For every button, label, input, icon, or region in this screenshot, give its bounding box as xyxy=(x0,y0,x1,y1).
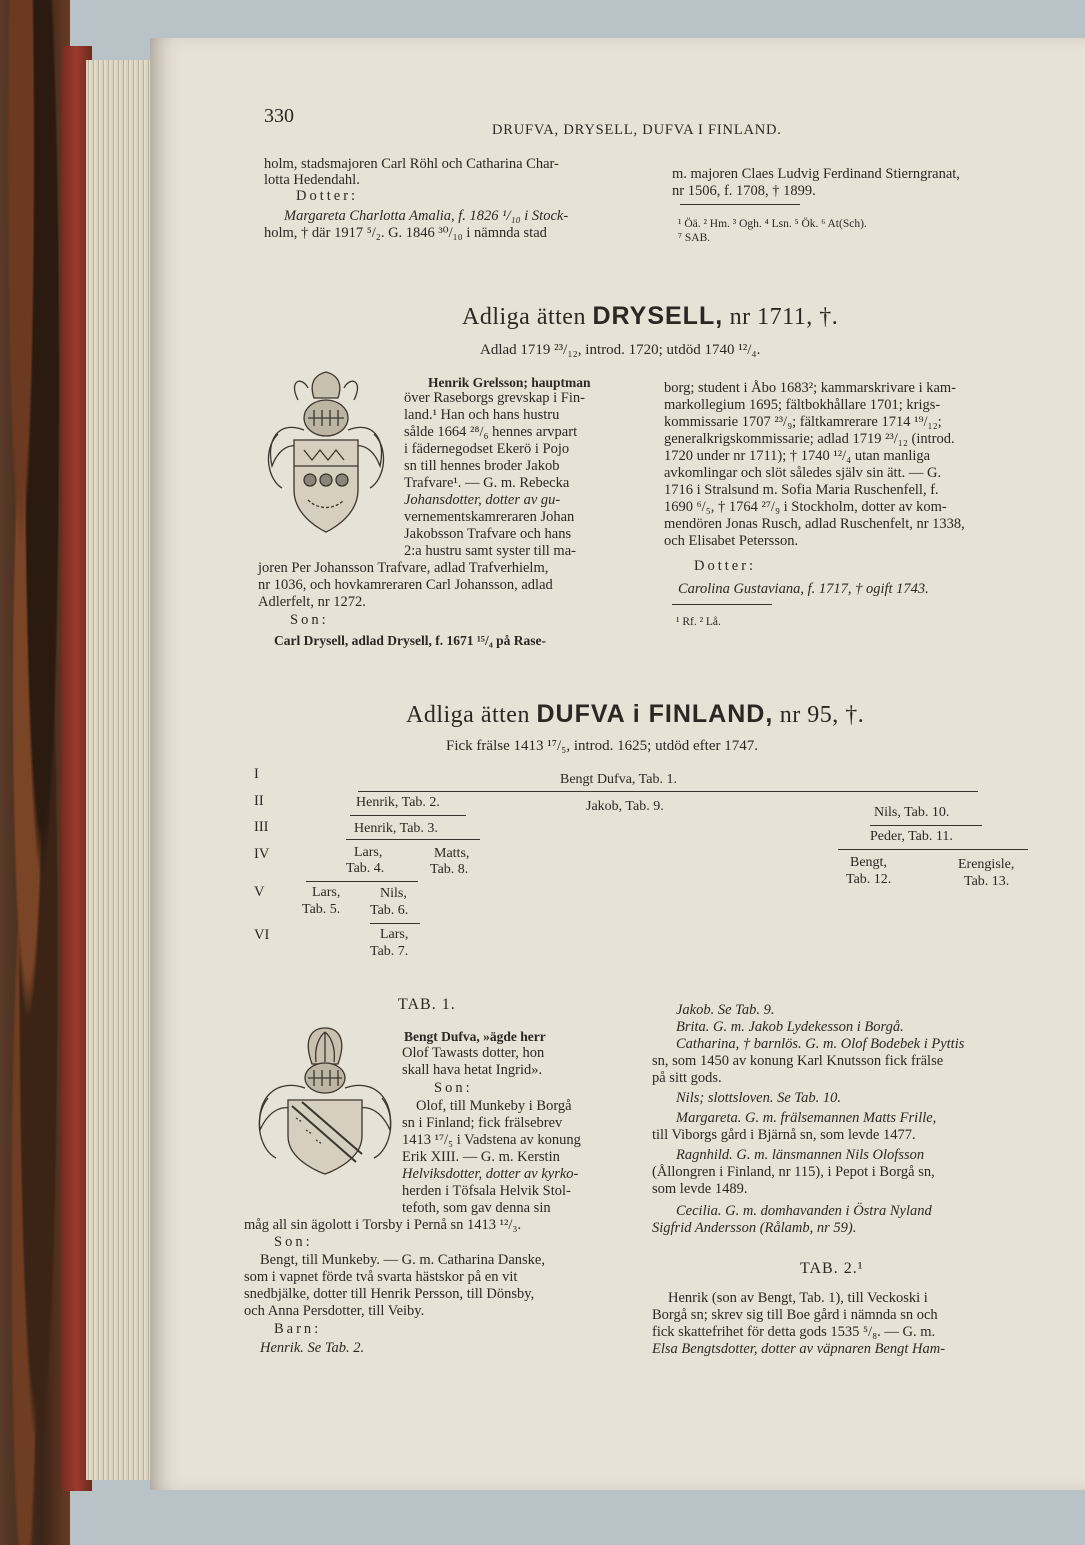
tree-node-peder-11: Peder, Tab. 11. xyxy=(870,829,953,844)
tree-node-lars-5-tab: Tab. 5. xyxy=(302,902,341,917)
top-left-line: holm, stadsmajoren Carl Röhl och Catharina Char- xyxy=(264,156,559,172)
tab1-right-line: sn, som 1450 av konung Karl Knutsson fick frälse xyxy=(652,1053,944,1069)
drysell-left-line: Johansdotter, dotter av gu- xyxy=(404,492,561,508)
tab1-left-line: som i vapnet förde två svarta hästskor på en vit xyxy=(244,1269,518,1285)
tree-node-henrik-2: Henrik, Tab. 2. xyxy=(356,795,440,810)
tree-node-nils-6: Nils, xyxy=(380,886,407,901)
book-spine xyxy=(0,0,70,1545)
heading-son: Son: xyxy=(274,1234,313,1250)
tab1-left-line: Bengt Dufva, »ägde herr xyxy=(404,1029,546,1044)
tree-node-bengt-12: Bengt, xyxy=(850,855,887,870)
drysell-left-line: sn till hennes broder Jakob xyxy=(404,458,560,474)
tree-node-lars-7-tab: Tab. 7. xyxy=(370,944,409,959)
tree-connector xyxy=(306,881,418,882)
tab1-right-line: Ragnhild. G. m. länsmannen Nils Olofsson xyxy=(676,1147,925,1163)
footnotes: ⁷ SAB. xyxy=(678,232,711,244)
drysell-right-line: 1720 under nr 1711); † 1740 ¹²/₄ utan manliga xyxy=(664,448,931,464)
tab1-left-line: Bengt, till Munkeby. — G. m. Catharina Danske, xyxy=(260,1252,545,1268)
drysell-left-line: nr 1036, och hovkamreraren Carl Johansson, adlad xyxy=(258,577,553,593)
title-pre: Adliga ätten xyxy=(462,304,586,330)
tab2-line: Henrik (son av Bengt, Tab. 1), till Veckoski i xyxy=(668,1290,928,1306)
tree-connector xyxy=(870,825,982,826)
drysell-right-line: och Elisabet Petersson. xyxy=(664,533,799,549)
tree-node-bengt-12-tab: Tab. 12. xyxy=(846,872,892,887)
title-post: nr 95, †. xyxy=(779,702,865,728)
drysell-right-line: mendören Jonas Rusch, adlad Ruschenfelt, nr 1338, xyxy=(664,516,965,532)
heading-son: Son: xyxy=(290,612,329,628)
tree-connector xyxy=(350,815,466,816)
footnote-rule xyxy=(680,204,800,205)
drysell-left-line: över Raseborgs grevskap i Fin- xyxy=(404,390,585,406)
tab1-right-line: Margareta. G. m. frälsemannen Matts Frille, xyxy=(676,1110,937,1126)
tab1-left-line: Helviksdotter, dotter av kyrko- xyxy=(402,1166,579,1182)
top-right-line: nr 1506, f. 1708, † 1899. xyxy=(672,183,816,199)
drysell-left-line: 2:a hustru samt syster till ma- xyxy=(404,543,576,559)
tree-node-lars-5: Lars, xyxy=(312,885,341,900)
tab2-line: Elsa Bengtsdotter, dotter av väpnaren Bengt Ham- xyxy=(652,1341,946,1357)
drysell-left-line: joren Per Johansson Trafvare, adlad Trafverhielm, xyxy=(258,560,549,576)
tree-node-nils-10: Nils, Tab. 10. xyxy=(874,805,950,820)
drysell-right-line: borg; student i Åbo 1683²; kammarskrivare i kam- xyxy=(664,380,957,396)
tab1-right-line: till Viborgs gård i Bjärnå sn, som levde 1477. xyxy=(652,1127,916,1143)
heading-barn: Barn: xyxy=(274,1321,322,1337)
tab1-right-line: Nils; slottsloven. Se Tab. 10. xyxy=(676,1090,842,1106)
tab2-line: fick skattefrihet för detta gods 1535 ⁵/₈. — G. m. xyxy=(652,1324,936,1340)
title-pre: Adliga ätten xyxy=(406,702,530,728)
page-number: 330 xyxy=(264,105,294,127)
drysell-left-line: Henrik Grelsson; hauptman xyxy=(428,375,591,390)
generation-label: IV xyxy=(254,846,270,862)
top-left-line: holm, † där 1917 ⁵/₂. G. 1846 ³⁰/₁₀ i nämnda stad xyxy=(264,225,547,241)
generation-label: VI xyxy=(254,927,270,943)
drysell-daughter: Carolina Gustaviana, f. 1717, † ogift 1743. xyxy=(678,581,929,597)
tree-node-bengt: Bengt Dufva, Tab. 1. xyxy=(560,772,677,787)
tab1-left-line: Erik XIII. — G. m. Kerstin xyxy=(402,1149,560,1165)
generation-label: II xyxy=(254,793,264,809)
tree-node-lars-7: Lars, xyxy=(380,927,409,942)
drysell-left-line: sålde 1664 ²⁸/₆ hennes arvpart xyxy=(404,424,578,440)
tab2-line: Borgå sn; skrev sig till Boe gård i nämnda sn och xyxy=(652,1307,938,1323)
tree-node-lars-4-tab: Tab. 4. xyxy=(346,861,385,876)
tab1-left-line: och Anna Persdotter, till Veiby. xyxy=(244,1303,425,1319)
tree-node-matts-8: Matts, xyxy=(434,846,470,861)
tree-connector xyxy=(346,839,480,840)
footnotes: ¹ Rf. ² Lå. xyxy=(676,616,721,628)
tab1-left-line: tefoth, som gav denna sin xyxy=(402,1200,551,1216)
tree-connector xyxy=(838,849,1028,850)
tree-node-erengisle-13: Erengisle, xyxy=(958,857,1015,872)
drysell-left-line: vernementskamreraren Johan xyxy=(404,509,575,525)
generation-label: I xyxy=(254,766,259,782)
footnotes: ¹ Öä. ² Hm. ³ Ogh. ⁴ Lsn. ⁵ Ök. ⁶ At(Sch). xyxy=(678,218,867,230)
drysell-right-line: markollegium 1695; fältbokhållare 1701; krigs- xyxy=(664,397,941,413)
tab-heading: TAB. 1. xyxy=(398,996,456,1013)
heading-dotter: Dotter: xyxy=(694,558,757,574)
tab1-right-line: Sigfrid Andersson (Rålamb, nr 59). xyxy=(652,1220,857,1236)
top-right-line: m. majoren Claes Ludvig Ferdinand Stierngranat, xyxy=(672,166,960,182)
top-left-line: lotta Hedendahl. xyxy=(264,172,360,188)
drysell-left-line: Carl Drysell, adlad Drysell, f. 1671 ¹⁵/₄ på Rase- xyxy=(274,633,546,648)
tab1-left-line: 1413 ¹⁷/₅ i Vadstena av konung xyxy=(402,1132,581,1148)
tree-node-jakob-9: Jakob, Tab. 9. xyxy=(586,799,664,814)
title-name: DUFVA i FINLAND, xyxy=(536,700,774,728)
tab1-left-line: Olof, till Munkeby i Borgå xyxy=(416,1098,572,1114)
top-left-line: Margareta Charlotta Amalia, f. 1826 ¹/₁₀ i Stock- xyxy=(284,208,569,224)
tab1-right-line: på sitt gods. xyxy=(652,1070,722,1086)
tab-heading: TAB. 2.¹ xyxy=(800,1260,864,1277)
tab1-right-line: Cecilia. G. m. domhavanden i Östra Nyland xyxy=(676,1203,932,1219)
tree-node-erengisle-13-tab: Tab. 13. xyxy=(964,874,1010,889)
family-subtitle-dufva: Fick frälse 1413 ¹⁷/₅, introd. 1625; utdöd efter 1747. xyxy=(446,738,758,754)
title-name: DRYSELL, xyxy=(592,302,724,330)
tree-node-henrik-3: Henrik, Tab. 3. xyxy=(354,821,438,836)
tab1-left-line: Henrik. Se Tab. 2. xyxy=(260,1340,365,1356)
drysell-left-line: i fädernegodset Ekerö i Pojo xyxy=(404,441,570,457)
footnote-rule xyxy=(672,604,772,605)
tree-node-nils-6-tab: Tab. 6. xyxy=(370,903,409,918)
drysell-right-line: kommissarie 1707 ²³/₉; fältkamrerare 1714 ¹⁹/₁₂; xyxy=(664,414,942,430)
generation-label: V xyxy=(254,884,265,900)
tab1-left-line: måg all sin ägolott i Torsby i Pernå sn 1413 ¹²/₃. xyxy=(244,1217,522,1233)
tab1-left-line: herden i Töfsala Helvik Stol- xyxy=(402,1183,571,1199)
book-page xyxy=(150,38,1085,1490)
family-subtitle-drysell: Adlad 1719 ²³/₁₂, introd. 1720; utdöd 1740 ¹²/₄. xyxy=(480,342,761,358)
tab1-right-line: som levde 1489. xyxy=(652,1181,748,1197)
drysell-left-line: Jakobsson Trafvare och hans xyxy=(404,526,572,542)
family-title-drysell xyxy=(462,302,839,330)
tab1-left-line: skall hava hetat Ingrid». xyxy=(402,1062,543,1078)
tab1-right-line: Jakob. Se Tab. 9. xyxy=(676,1002,775,1018)
drysell-right-line: 1716 i Stralsund m. Sofia Maria Ruschenfell, f. xyxy=(664,482,939,498)
heading-dotter: Dotter: xyxy=(296,188,359,204)
tab1-right-line: (Ållongren i Finland, nr 115), i Pepot i Borgå sn, xyxy=(652,1164,935,1180)
drysell-left-line: land.¹ Han och hans hustru xyxy=(404,407,560,423)
tree-connector xyxy=(358,791,978,792)
title-post: nr 1711, †. xyxy=(729,304,839,330)
tree-node-matts-8-tab: Tab. 8. xyxy=(430,862,469,877)
tab1-left-line: snedbjälke, dotter till Henrik Persson, till Dönsby, xyxy=(244,1286,535,1302)
heading-son: Son: xyxy=(434,1080,473,1096)
tab1-left-line: sn i Finland; fick frälsebrev xyxy=(402,1115,563,1131)
drysell-left-line: Adlerfelt, nr 1272. xyxy=(258,594,366,610)
tab1-left-line: Olof Tawasts dotter, hon xyxy=(402,1045,545,1061)
drysell-right-line: generalkrigskommissarie; adlad 1719 ²³/₁₂ (introd. xyxy=(664,431,955,447)
tree-node-lars-4: Lars, xyxy=(354,845,383,860)
page-edges xyxy=(86,60,156,1480)
drysell-right-line: 1690 ⁶/₅, † 1764 ²⁷/₉ i Stockholm, dotter av kom- xyxy=(664,499,947,515)
tree-connector xyxy=(370,923,420,924)
drysell-left-line: Trafvare¹. — G. m. Rebecka xyxy=(404,475,570,491)
family-title-dufva xyxy=(406,700,865,728)
generation-label: III xyxy=(254,819,269,835)
coat-of-arms-icon xyxy=(250,1026,400,1176)
drysell-right-line: avkomlingar och slöt således själv sin ätt. — G. xyxy=(664,465,942,481)
tab1-right-line: Catharina, † barnlös. G. m. Olof Bodebek i Pyttis xyxy=(676,1036,965,1052)
tab1-right-line: Brita. G. m. Jakob Lydekesson i Borgå. xyxy=(676,1019,904,1035)
coat-of-arms-icon xyxy=(258,370,394,538)
running-title: DRUFVA, DRYSELL, DUFVA I FINLAND. xyxy=(492,122,782,138)
